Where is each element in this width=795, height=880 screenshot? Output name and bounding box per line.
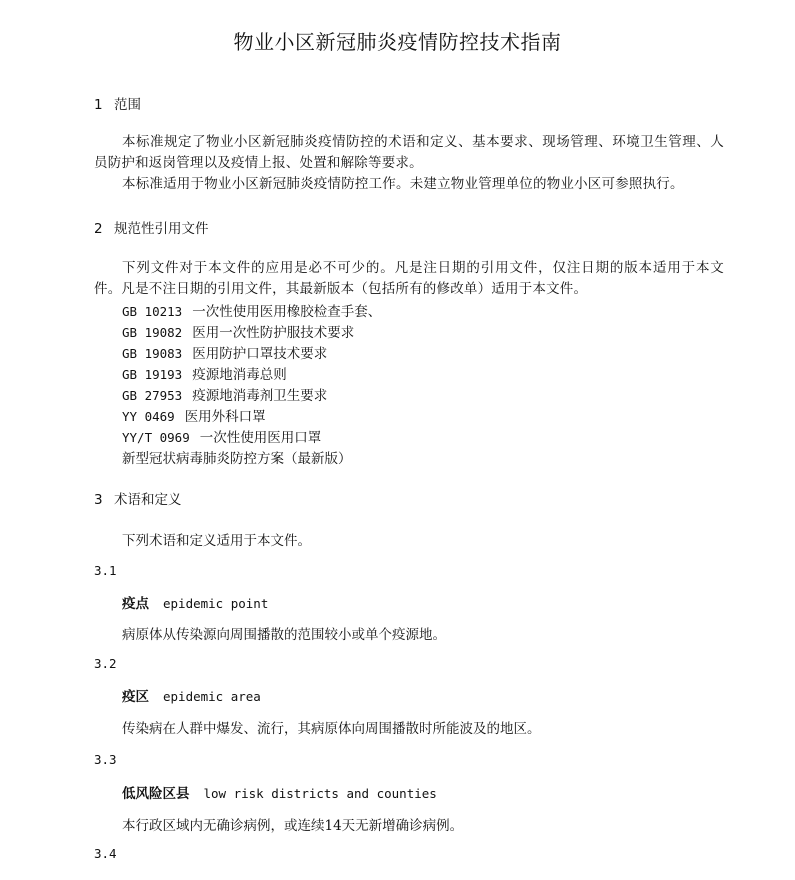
term-number: 3.4 <box>94 846 117 861</box>
reference-item <box>122 426 321 446</box>
term-chinese: 疫区 <box>122 689 149 705</box>
section-number: 3 <box>94 492 103 508</box>
normative-refs-intro: 下列文件对于本文件的应用是必不可少的。凡是注日期的引用文件，仅注日期的版本适用于本文件。凡是不注日期的引用文件，其最新版本（包括所有的修改单）适用于本文件。 <box>94 260 724 297</box>
reference-code: YY 0469 <box>122 409 175 424</box>
term-number: 3.2 <box>94 656 117 671</box>
terms-intro: 下列术语和定义适用于本文件。 <box>122 533 311 549</box>
scope-paragraph-2: 本标准适用于物业小区新冠肺炎疫情防控工作。未建立物业管理单位的物业小区可参照执行。 <box>122 176 684 192</box>
reference-code: YY/T 0969 <box>122 430 190 445</box>
reference-code: GB 10213 <box>122 304 183 319</box>
term-number: 3.1 <box>94 563 117 578</box>
term-name <box>122 782 437 802</box>
term-chinese: 低风险区县 <box>122 786 190 802</box>
section-title: 规范性引用文件 <box>114 221 209 237</box>
reference-item <box>122 300 381 320</box>
term-chinese: 疫点 <box>122 596 149 612</box>
reference-title: 一次性使用医用口罩 <box>199 430 322 446</box>
reference-item <box>122 342 327 362</box>
term-name <box>122 685 261 705</box>
term-english: epidemic area <box>163 689 261 704</box>
reference-code: GB 19083 <box>122 346 183 361</box>
section-heading-scope <box>94 93 141 113</box>
section-number: 2 <box>94 221 103 237</box>
term-english: low risk districts and counties <box>203 786 437 801</box>
section-number: 1 <box>94 97 103 113</box>
reference-item <box>122 321 354 341</box>
reference-title: 医用外科口罩 <box>184 409 266 425</box>
section-title: 范围 <box>114 97 141 113</box>
section-heading-normative-refs <box>94 217 209 237</box>
reference-title: 医用防护口罩技术要求 <box>192 346 328 362</box>
reference-code: GB 19082 <box>122 325 183 340</box>
term-definition: 病原体从传染源向周围播散的范围较小或单个疫源地。 <box>122 627 446 643</box>
reference-item <box>122 447 352 467</box>
reference-item <box>122 363 287 383</box>
term-name <box>122 592 268 612</box>
reference-title: 疫源地消毒总则 <box>192 367 287 383</box>
scope-paragraph-1: 本标准规定了物业小区新冠肺炎疫情防控的术语和定义、基本要求、现场管理、环境卫生管理、人员防护和返岗管理以及疫情上报、处置和解除等要求。 <box>94 134 724 171</box>
reference-title: 新型冠状病毒肺炎防控方案（最新版） <box>122 451 352 467</box>
reference-item <box>122 384 327 404</box>
reference-code: GB 27953 <box>122 388 183 403</box>
section-title: 术语和定义 <box>114 492 182 508</box>
term-english: epidemic point <box>163 596 269 611</box>
section-heading-terms <box>94 488 182 508</box>
term-definition: 传染病在人群中爆发、流行，其病原体向周围播散时所能波及的地区。 <box>122 721 541 737</box>
document-title: 物业小区新冠肺炎疫情防控技术指南 <box>233 30 562 54</box>
term-number: 3.3 <box>94 752 117 767</box>
reference-title: 疫源地消毒剂卫生要求 <box>192 388 328 404</box>
reference-title: 一次性使用医用橡胶检查手套、 <box>192 304 382 320</box>
term-definition: 本行政区域内无确诊病例，或连续14天无新增确诊病例。 <box>122 818 464 834</box>
reference-title: 医用一次性防护服技术要求 <box>192 325 355 341</box>
reference-item <box>122 405 266 425</box>
reference-code: GB 19193 <box>122 367 183 382</box>
